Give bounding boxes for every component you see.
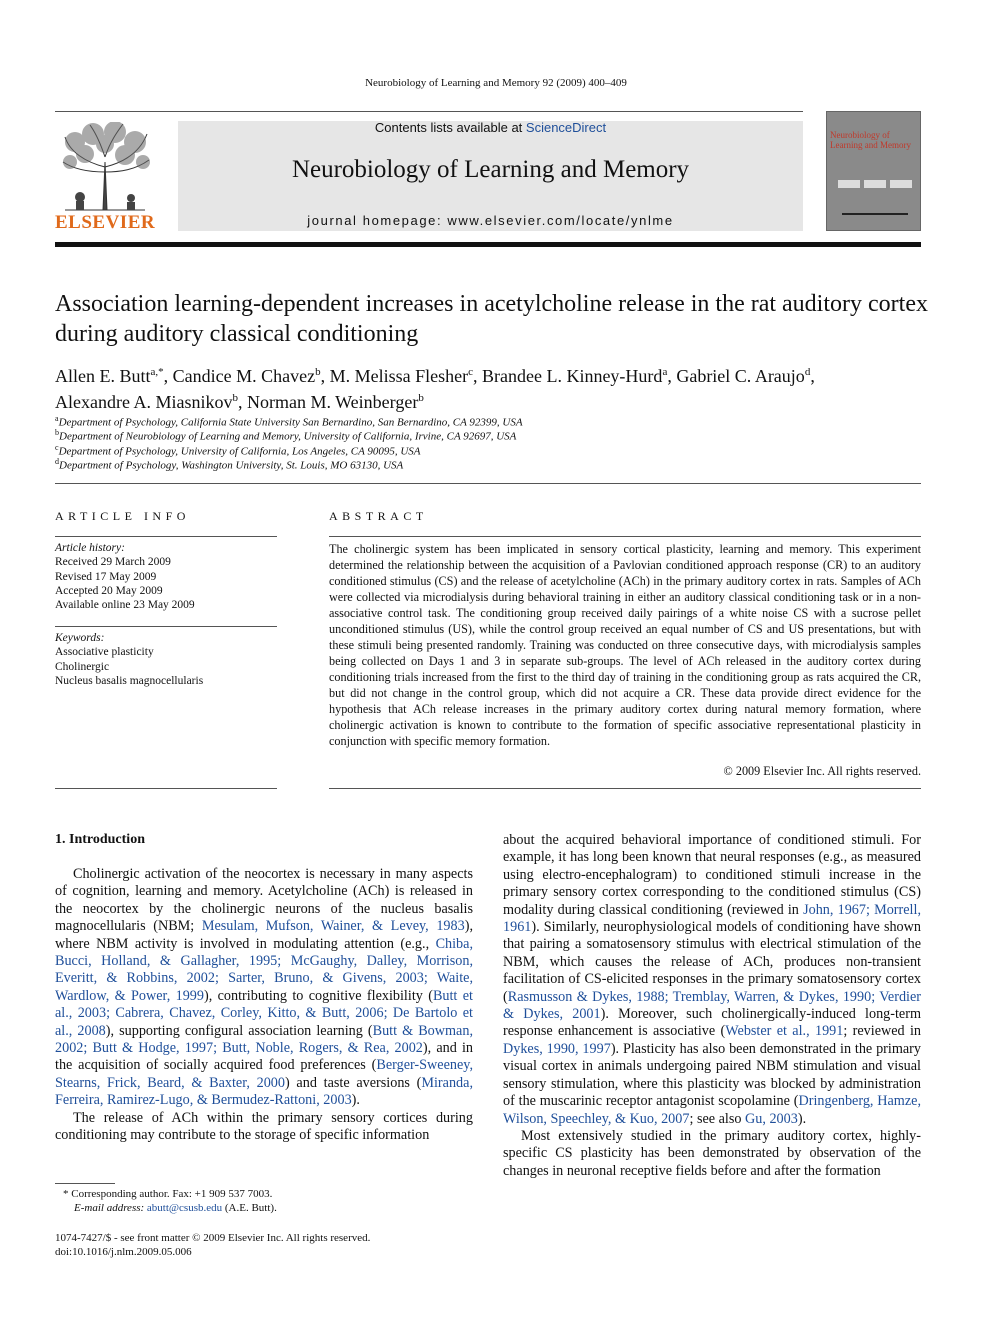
keyword-item: Nucleus basalis magnocellularis: [55, 674, 204, 687]
reference-link[interactable]: Berger-Sweeney, Stearns, Frick, Beard, & Baxter, 2000: [55, 1057, 473, 1091]
paragraph-text: ).: [351, 1092, 360, 1109]
cover-graphic-icon: [838, 168, 912, 223]
authors-line-1: [55, 361, 935, 387]
reference-link[interactable]: Gu, 2003: [745, 1110, 798, 1127]
elsevier-tree-logo-icon: [55, 122, 155, 212]
reference-link[interactable]: Webster et al., 1991: [725, 1023, 844, 1040]
paragraph-text: ) and taste aversions (: [285, 1074, 422, 1091]
intro-paragraph-1: [55, 866, 473, 1110]
affiliation-text: Department of Psychology, California State University San Bernardino, San Bernardino, CA 92399, USA: [58, 416, 523, 429]
keywords-list: [55, 645, 277, 688]
abstract-text: The cholinergic system has been implicated in sensory cortical plasticity, learning and memory. This experiment determined the relationship between the acquisition of a Pavlovian conditioned approach response (CR) to an auditory conditioned stimulus (CS) and the release of acetylcholine (ACh) in the primary auditory cortex in rats. Samples of ACh were collected via microdialysis during behavioral training in either an auditory classical conditioning task or in a non-associative control task. The conditioning group received daily pairings of a white noise CS with a sucrose pellet unconditioned stimulus (US), while the control group received an equal number of CS and US presentations, but with these stimuli being presented randomly. Training was conducted on three consecutive days, with microdialysis samples being collected on Days 1 and 3 in separate sub-groups. The level of ACh released in the auditory cortex during conditioning trials increased from the first to the third day of training in the conditioning group as rats acquired the CR, but did not change in the control group, which did not acquire a CR. These data provide direct evidence for the hypothesis that ACh release increases in the primary auditory cortex during natural memory formation, where cholinergic activation is known to contribute to the formation of specific associative representational plasticity in conjunction with specific memory formation.: [329, 542, 921, 748]
affiliation-text: Department of Psychology, Washington University, St. Louis, MO 63130, USA: [59, 459, 404, 472]
paragraph-text: Cholinergic activation of the neocortex is necessary in many aspects of cognition, learning and memory. Acetylcholine (ACh) is released in the neocortex by the cholinergic neurons of the nucleus basalis magnocellularis (NBM;: [55, 866, 473, 935]
reference-link[interactable]: Dykes, 1990, 1997: [503, 1040, 611, 1057]
reference-link[interactable]: Mesulam, Mufson, Wainer, & Levey, 1983: [201, 918, 465, 935]
intro-paragraph-2: The release of ACh within the primary sensory cortices during conditioning may contribute to the storage of specific information: [55, 1109, 473, 1144]
cover-title: Neurobiology of Learning and Memory: [830, 130, 911, 150]
author-separator: ,: [810, 366, 815, 386]
reference-link[interactable]: John, 1967; Morrell, 1961: [503, 901, 921, 936]
author-separator: ,: [163, 366, 173, 386]
contents-prefix: Contents lists available at: [374, 120, 526, 135]
reference-link[interactable]: Dringenberg, Hamze, Wilson, Speechley, & Kuo, 2007: [503, 1093, 921, 1127]
keywords-label: Keywords:: [55, 632, 105, 644]
author-name[interactable]: M. Melissa Flesher: [329, 366, 469, 386]
body-left-column: [55, 866, 473, 1145]
sciencedirect-link[interactable]: ScienceDirect: [525, 120, 607, 135]
author-affiliation-mark[interactable]: d: [804, 366, 811, 378]
article-info-heading: ARTICLE INFO: [55, 509, 190, 523]
paragraph-text: about the acquired behavioral importance of conditioned stimuli. For example, it has long been known that neural responses (e.g., as measured using electro-encephalogram) to conditioned stimuli increase in the primary sensory cortex corresponding to the conditioned stimulus (CS) modality during classical conditioning (reviewed in: [503, 832, 921, 918]
history-item: Accepted 20 May 2009: [55, 584, 163, 597]
affiliation: [55, 428, 516, 443]
history-item: Received 29 March 2009: [55, 556, 171, 569]
affiliation: [55, 457, 403, 472]
author-name[interactable]: Norman M. Weinberger: [246, 392, 419, 412]
intro-paragraph-4: Most extensively studied in the primary auditory cortex, highly-specific CS plasticity has been demonstrated by observation of the changes in neuronal receptive fields before and after the formation: [503, 1127, 921, 1179]
affiliation: [55, 443, 421, 458]
corresponding-author-note: * Corresponding author. Fax: +1 909 537 7003.: [63, 1188, 273, 1200]
article-title: Association learning-dependent increases in acetylcholine release in the rat auditory cortex during auditory classical conditioning: [55, 291, 928, 347]
abstract-copyright: © 2009 Elsevier Inc. All rights reserved.: [723, 764, 921, 778]
author-affiliation-mark[interactable]: c: [468, 366, 473, 378]
reference-link[interactable]: Rasmusson & Dykes, 1988; Tremblay, Warren, & Dykes, 1990; Verdier & Dykes, 2001: [503, 988, 921, 1023]
keywords-block: [55, 631, 277, 688]
affiliation-mark: a: [55, 414, 59, 423]
paragraph-text: ), and in the acquisition of socially acquired food preferences (: [55, 1040, 473, 1074]
journal-title: Neurobiology of Learning and Memory: [291, 156, 690, 183]
email-link[interactable]: abutt@csusb.edu: [146, 1202, 223, 1214]
email-label: E-mail address:: [74, 1202, 147, 1214]
article-info-rule: [55, 536, 277, 537]
author-name[interactable]: Candice M. Chavez: [172, 366, 316, 386]
author-name[interactable]: Brandee L. Kinney-Hurd: [481, 366, 663, 386]
reference-link[interactable]: Miranda, Ferreira, Ramirez-Lugo, & Bermudez-Rattoni, 2003: [55, 1074, 473, 1109]
authors-line-2: [55, 387, 935, 413]
author-list: [55, 361, 935, 413]
paragraph-text: ), supporting configural association learning (: [105, 1022, 373, 1039]
header-thick-rule: [55, 242, 921, 247]
affiliation-mark: d: [55, 456, 59, 466]
header-rule: [55, 111, 803, 112]
email-note: [74, 1201, 277, 1215]
article-info-bottom-rule: [55, 788, 277, 789]
paragraph-text: ; reviewed in: [843, 1023, 922, 1040]
doi-line[interactable]: doi:10.1016/j.nlm.2009.05.006: [55, 1246, 192, 1258]
author-name[interactable]: Gabriel C. Araujo: [676, 366, 805, 386]
footnote-rule: [55, 1183, 115, 1184]
author-separator: ,: [472, 366, 482, 386]
affiliation: [55, 414, 523, 429]
author-affiliation-mark[interactable]: a,*: [150, 366, 164, 378]
abstract-heading: ABSTRACT: [329, 509, 428, 523]
affiliation-text: Department of Neurobiology of Learning and Memory, University of California, Irvine, CA 92697, USA: [59, 430, 517, 443]
reference-link[interactable]: Butt & Bowman, 2002; Butt & Hodge, 1997; Butt, Noble, Rogers, & Rea, 2002: [55, 1022, 473, 1057]
author-separator: ,: [320, 366, 330, 386]
introduction-heading: 1. Introduction: [55, 832, 145, 847]
reference-link[interactable]: Butt et al., 2003; Cabrera, Chavez, Corley, Kitto, & Butt, 2006; De Bartolo et al., 2008: [55, 987, 473, 1039]
affiliation-mark: c: [55, 442, 59, 452]
keyword-item: Cholinergic: [55, 660, 110, 673]
author-name[interactable]: Alexandre A. Miasnikov: [55, 392, 233, 412]
paragraph-text: ), where NBM activity is involved in modulating attention (e.g.,: [55, 918, 473, 952]
section-rule: [55, 483, 921, 484]
paragraph-text: ). Plasticity has also been demonstrated in the primary visual cortex in animals undergoing paired NBM stimulation and visual sensory stimulation, where this plasticity was blocked by administration of the muscarinic receptor antagonist scopolamine (: [503, 1040, 921, 1110]
author-separator: ,: [237, 392, 247, 412]
body-right-column: [503, 832, 921, 1180]
paragraph-text: ). Similarly, neurophysiological models of conditioning have shown that pairing a somatosensory stimulus with electrical stimulation of the NBM, which causes the release of ACh, produces non-transient facilitation of CS-elicited responses in the primary somatosensory cortex (: [503, 919, 921, 1005]
author-affiliation-mark[interactable]: b: [418, 392, 424, 404]
reference-link[interactable]: Chiba, Bucci, Holland, & Gallagher, 1995; McGaughy, Dalley, Morrison, Everitt, & Robbins, 2002; Sarter, Bruno, & Givens, 2003; Waite, Wardlow, & Power, 1999: [55, 935, 473, 1004]
author-affiliation-mark[interactable]: b: [232, 392, 238, 404]
issn-line: 1074-7427/$ - see front matter © 2009 Elsevier Inc. All rights reserved.: [55, 1232, 371, 1244]
keyword-item: Associative plasticity: [55, 646, 154, 659]
abstract-bottom-rule: [329, 788, 921, 789]
affiliation-text: Department of Psychology, University of California, Los Angeles, CA 90095, USA: [58, 445, 421, 458]
author-separator: ,: [667, 366, 677, 386]
abstract-rule: [329, 536, 921, 537]
author-affiliation-mark[interactable]: b: [315, 366, 321, 378]
contents-line: [178, 120, 803, 135]
email-suffix: (A.E. Butt).: [222, 1202, 277, 1214]
author-affiliation-mark[interactable]: a: [662, 366, 668, 378]
history-item: Revised 17 May 2009: [55, 570, 157, 583]
author-name[interactable]: Allen E. Butt: [55, 366, 151, 386]
intro-paragraph-3: [503, 832, 921, 1128]
article-history: [55, 541, 277, 612]
paragraph-text: ; see also: [689, 1110, 746, 1127]
paragraph-text: ). Moreover, such cholinergically-induced long-term response enhancement is associative (: [503, 1006, 921, 1040]
history-item: Available online 23 May 2009: [55, 599, 195, 612]
paragraph-text: ), contributing to cognitive flexibility (: [204, 987, 433, 1004]
journal-homepage[interactable]: journal homepage: www.elsevier.com/locate/ynlme: [307, 213, 674, 228]
paragraph-text: ).: [797, 1110, 807, 1127]
elsevier-logo-text: ELSEVIER: [55, 212, 156, 233]
keywords-rule: [55, 626, 277, 627]
history-label: Article history:: [55, 542, 125, 554]
journal-citation: Neurobiology of Learning and Memory 92 (2009) 400–409: [365, 77, 627, 89]
history-list: [55, 555, 277, 612]
affiliation-mark: b: [55, 428, 59, 438]
